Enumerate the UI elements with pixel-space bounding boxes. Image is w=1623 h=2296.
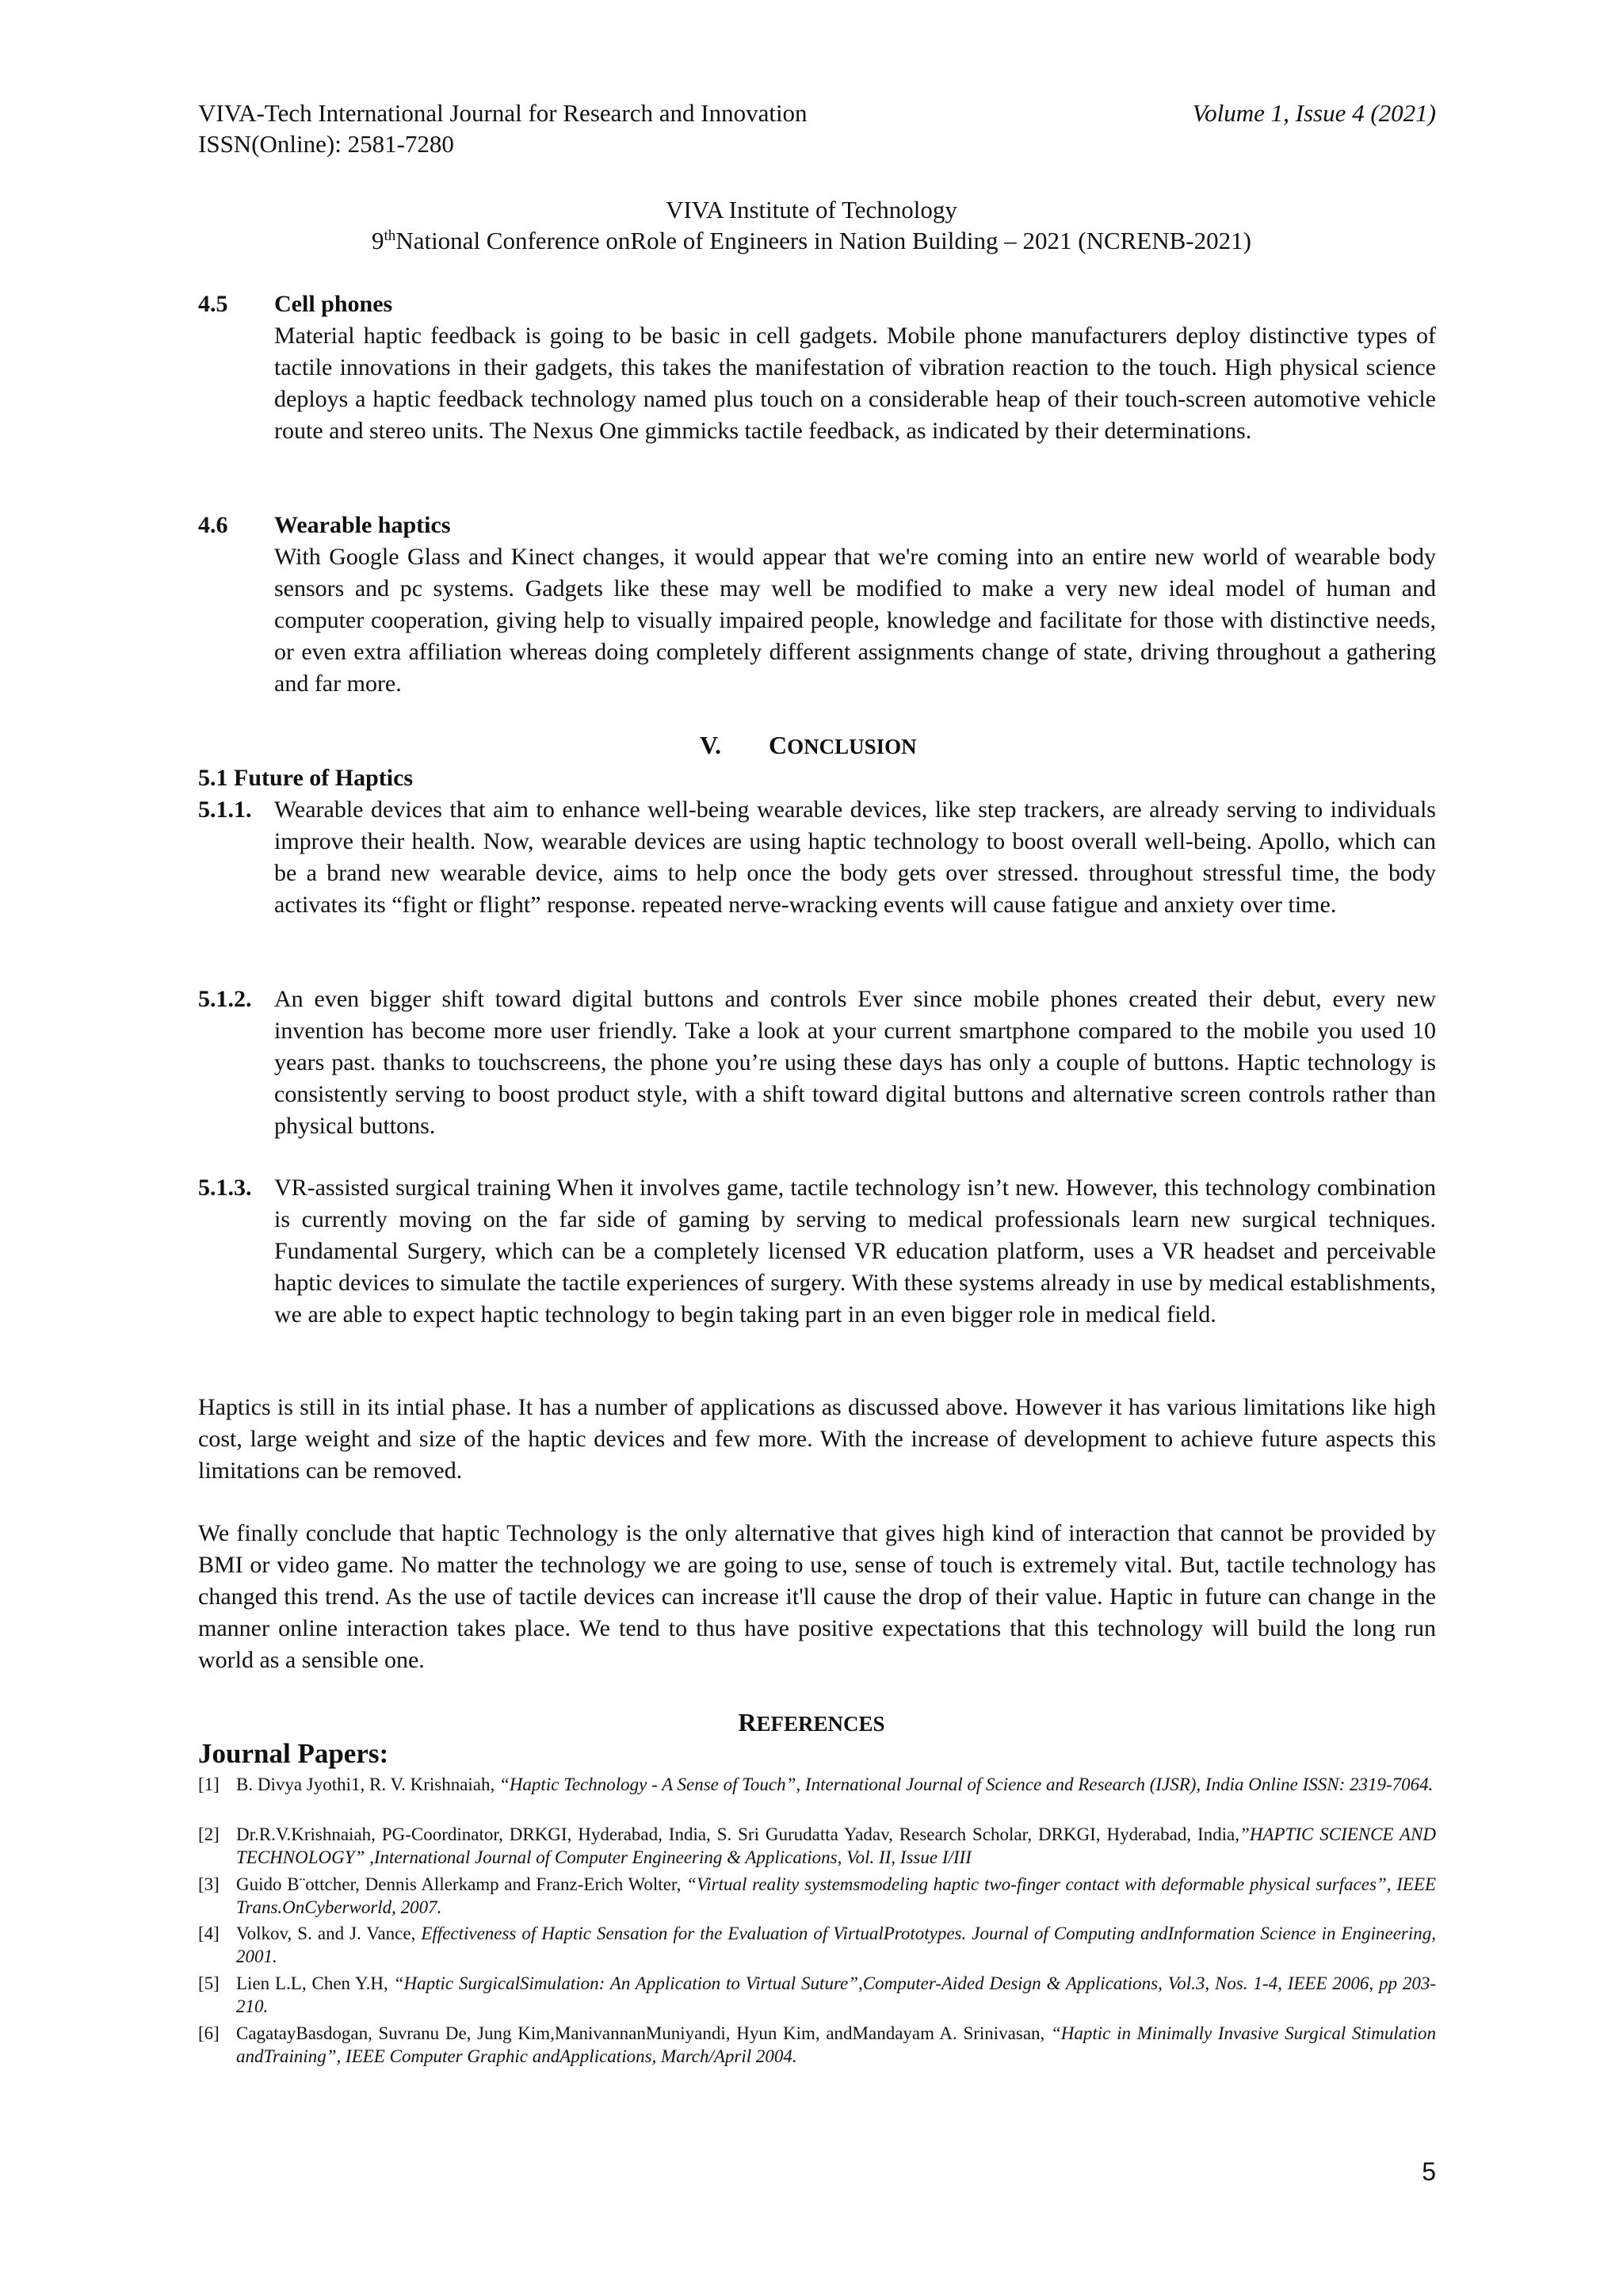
journal-papers-heading: Journal Papers:	[198, 1738, 389, 1769]
institute-name: VIVA Institute of Technology	[666, 196, 957, 223]
references-title-rest: EFERENCES	[756, 1712, 885, 1736]
reference-item	[198, 1873, 1436, 1919]
reference-number: [5]	[198, 1973, 220, 1993]
issn-line: ISSN(Online): 2581-7280	[198, 130, 454, 158]
reference-number: [1]	[198, 1775, 220, 1794]
reference-authors: CagatayBasdogan, Suvranu De, Jung Kim,ManivannanMuniyandi, Hyun Kim, andMandayam A. Srinivasan,	[236, 2023, 1051, 2043]
reference-number: [3]	[198, 1874, 220, 1894]
future-of-haptics-heading: 5.1 Future of Haptics	[198, 765, 414, 791]
reference-number: [2]	[198, 1824, 220, 1844]
page-number: 5	[1422, 2157, 1436, 2186]
references-title-first: R	[738, 1708, 757, 1736]
reference-number: [6]	[198, 2023, 220, 2043]
conference-title	[0, 225, 1623, 257]
section-4-6-title: Wearable haptics	[274, 512, 451, 538]
item-5-1-1-body: Wearable devices that aim to enhance well-being wearable devices, like step trackers, are already serving to individuals improve their health. Now, wearable devices are using haptic technology to boost overall well-being. Apollo, which can be a brand new wearable device, aims to help once the body gets over stressed. throughout stressful time, the body activates its “fight or flight” response. repeated nerve-wracking events will cause fatigue and anxiety over time.	[274, 797, 1436, 918]
conference-rest: National Conference onRole of Engineers in Nation Building – 2021 (NCRENB-2021)	[395, 227, 1251, 254]
reference-item	[198, 2022, 1436, 2068]
section-4-5-title: Cell phones	[274, 291, 393, 317]
reference-item	[198, 1972, 1436, 2018]
reference-details: ”HAPTIC SCIENCE AND TECHNOLOGY” ,International Journal of Computer Engineering & Applications, Vol. II, Issue I/III	[236, 1824, 1436, 1867]
references-heading	[0, 1708, 1623, 1737]
item-5-1-2-body: An even bigger shift toward digital buttons and controls Ever since mobile phones created their debut, every new invention has become more user friendly. Take a look at your current smartphone compared to the mobile you used 10 years past. thanks to touchscreens, the phone you’re using these days has only a couple of buttons. Haptic technology is consistently serving to boost product style, with a shift toward digital buttons and alternative screen controls rather than physical buttons.	[274, 986, 1436, 1139]
reference-details: “Haptic Technology - A Sense of Touch”, International Journal of Science and Research (IJSR), India Online ISSN: 2319-7064.	[499, 1775, 1434, 1794]
reference-number: [4]	[198, 1924, 220, 1943]
item-5-1-2-number: 5.1.2.	[198, 986, 252, 1012]
conclusion-roman: V.	[700, 731, 721, 759]
section-4-6-body: With Google Glass and Kinect changes, it would appear that we're coming into an entire new world of wearable body sensors and pc systems. Gadgets like these may well be modified to make a very new ideal model of human and computer cooperation, giving help to visually impaired people, knowledge and facilitate for those with distinctive needs, or even extra affiliation whereas doing completely different assignments change of state, driving throughout a gathering and far more.	[274, 544, 1436, 697]
reference-authors: Dr.R.V.Krishnaiah, PG-Coordinator, DRKGI, Hyderabad, India, S. Sri Gurudatta Yadav, Research Scholar, DRKGI, Hyderabad, India,	[236, 1824, 1240, 1844]
section-4-5-number: 4.5	[198, 291, 228, 317]
conference-prefix: 9	[372, 227, 384, 254]
conference-superscript: th	[384, 227, 396, 244]
reference-authors: Volkov, S. and J. Vance	[236, 1924, 411, 1943]
section-4-6-number: 4.6	[198, 512, 228, 538]
conclusion-heading	[700, 731, 917, 760]
reference-details: “Haptic in Minimally Invasive Surgical Stimulation andTraining”, IEEE Computer Graphic andApplications, March/April 2004.	[236, 2023, 1437, 2066]
reference-item	[198, 1773, 1436, 1796]
conclusion-title-rest: ONCLUSION	[787, 735, 917, 758]
reference-details: “Virtual reality systemsmodeling haptic two-finger contact with deformable physical surfaces”, IEEE Trans.OnCyberworld, 2007.	[236, 1874, 1437, 1917]
section-4-5-body: Material haptic feedback is going to be basic in cell gadgets. Mobile phone manufacturers deploy distinctive types of tactile innovations in their gadgets, this takes the manifestation of vibration reaction to the touch. High physical science deploys a haptic feedback technology named plus touch on a considerable heap of their touch-screen automotive vehicle route and stereo units. The Nexus One gimmicks tactile feedback, as indicated by their determinations.	[274, 323, 1436, 444]
journal-title: VIVA-Tech International Journal for Research and Innovation	[198, 99, 808, 127]
reference-authors: B. Divya Jyothi1, R. V. Krishnaiah,	[236, 1775, 500, 1794]
reference-details: , Effectiveness of Haptic Sensation for the Evaluation of VirtualPrototypes. Journal of Computing andInformation Science in Engineering, 2001.	[236, 1924, 1437, 1966]
reference-authors: Lien L.L, Chen Y.H,	[236, 1973, 394, 1993]
conclusion-title-first: C	[768, 731, 788, 759]
conclusion-paragraph-2: We finally conclude that haptic Technology is the only alternative that gives high kind of interaction that cannot be provided by BMI or video game. No matter the technology we are going to use, sense of touch is extremely vital. But, tactile technology has changed this trend. As the use of tactile devices can increase it'll cause the drop of their value. Haptic in future can change in the manner online interaction takes place. We tend to thus have positive expectations that this technology will build the long run world as a sensible one.	[198, 1520, 1436, 1673]
conclusion-paragraph-1: Haptics is still in its intial phase. It has a number of applications as discussed above. However it has various limitations like high cost, large weight and size of the haptic devices and few more. With the increase of development to achieve future aspects this limitations can be removed.	[198, 1394, 1436, 1484]
item-5-1-1-number: 5.1.1.	[198, 797, 252, 823]
reference-item	[198, 1922, 1436, 1968]
reference-details: “Haptic SurgicalSimulation: An Application to Virtual Suture”,Computer-Aided Design & Applications, Vol.3, Nos. 1-4, IEEE 2006, pp 203-210.	[236, 1973, 1436, 2016]
reference-authors: Guido B¨ottcher, Dennis Allerkamp and Franz-Erich Wolter,	[236, 1874, 687, 1894]
item-5-1-3-body: VR-assisted surgical training When it involves game, tactile technology isn’t new. However, this technology combination is currently moving on the far side of gaming by serving to medical professionals learn new surgical techniques. Fundamental Surgery, which can be a completely licensed VR education platform, uses a VR headset and perceivable haptic devices to simulate the tactile experiences of surgery. With these systems already in use by medical establishments, we are able to expect haptic technology to begin taking part in an even bigger role in medical field.	[274, 1175, 1436, 1328]
item-5-1-3-number: 5.1.3.	[198, 1175, 252, 1201]
volume-issue: Volume 1, Issue 4 (2021)	[1192, 99, 1436, 127]
reference-item	[198, 1823, 1436, 1869]
